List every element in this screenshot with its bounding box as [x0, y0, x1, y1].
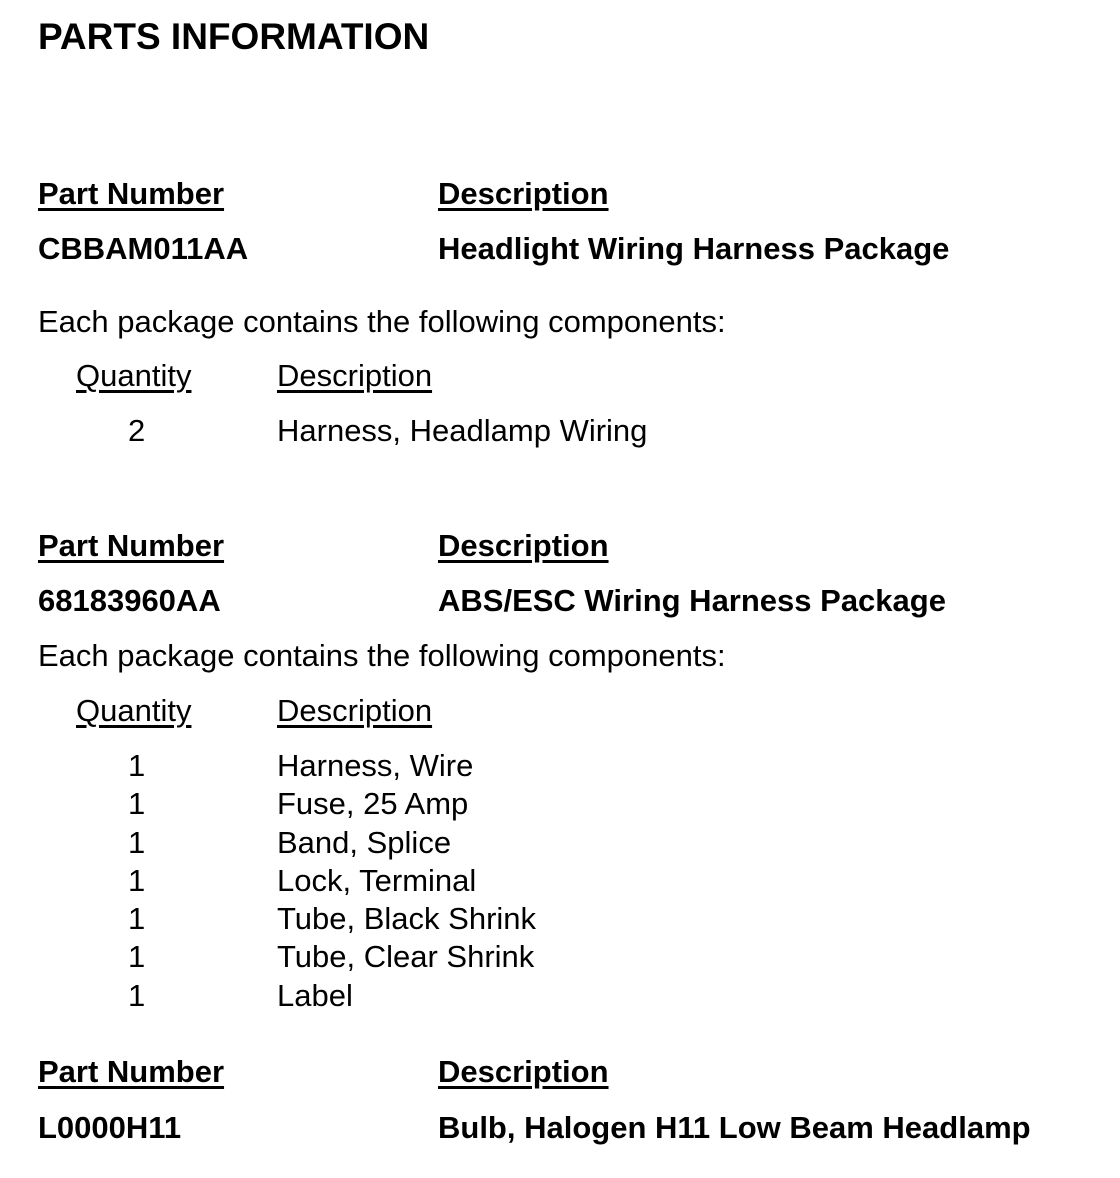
component-quantity: 1 — [128, 786, 146, 822]
page-title: PARTS INFORMATION — [38, 16, 430, 57]
component-description-header: Description — [277, 358, 433, 393]
component-quantity: 2 — [128, 413, 146, 448]
component-quantity: 1 — [128, 748, 146, 783]
part-description-value: Bulb, Halogen H11 Low Beam Headlamp — [438, 1110, 1031, 1145]
component-quantity: 1 — [128, 901, 146, 937]
part-number-value: CBBAM011AA — [38, 231, 249, 266]
package-contents-intro: Each package contains the following components: — [38, 638, 726, 673]
component-quantity: 1 — [128, 824, 146, 860]
component-description: Harness, Wire — [277, 748, 474, 783]
component-description: Band, Splice — [277, 824, 452, 860]
component-description: Lock, Terminal — [277, 862, 477, 898]
component-quantity: 1 — [128, 939, 146, 975]
quantity-header: Quantity — [76, 358, 192, 393]
part-number-header: Part Number — [38, 528, 225, 563]
package-contents-intro: Each package contains the following components: — [38, 304, 726, 339]
component-description: Tube, Black Shrink — [277, 901, 537, 937]
part-description-header: Description — [438, 528, 609, 563]
part-number-header: Part Number — [38, 1054, 225, 1089]
component-description-header: Description — [277, 693, 433, 728]
part-number-header: Part Number — [38, 176, 225, 211]
quantity-header: Quantity — [76, 693, 192, 728]
component-description: Label — [277, 977, 353, 1013]
part-number-value: L0000H11 — [38, 1110, 182, 1145]
component-description: Harness, Headlamp Wiring — [277, 413, 648, 448]
part-description-header: Description — [438, 1054, 609, 1089]
component-quantity: 1 — [128, 977, 146, 1013]
part-description-value: ABS/ESC Wiring Harness Package — [438, 583, 946, 618]
part-description-header: Description — [438, 176, 609, 211]
part-description-value: Headlight Wiring Harness Package — [438, 231, 950, 266]
component-description: Tube, Clear Shrink — [277, 939, 535, 975]
component-description: Fuse, 25 Amp — [277, 786, 469, 822]
part-number-value: 68183960AA — [38, 583, 221, 618]
component-quantity: 1 — [128, 862, 146, 898]
